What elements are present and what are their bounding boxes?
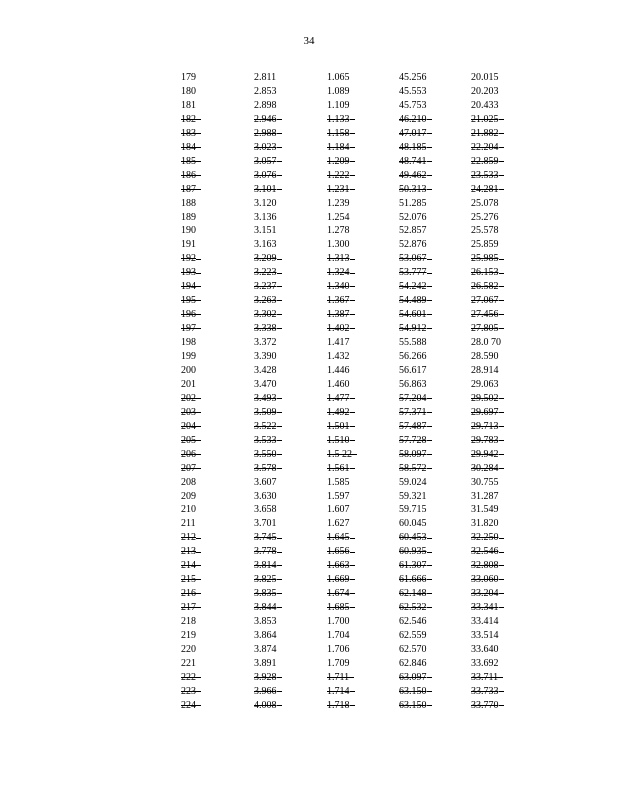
table-cell: 57.728	[399, 435, 432, 447]
table-cell: 30.284	[471, 463, 504, 475]
table-cell: 184	[181, 142, 201, 154]
table-cell: 3.151	[254, 225, 277, 237]
table-cell: 3.470	[254, 378, 277, 390]
table-cell: 59.321	[399, 490, 427, 502]
table-cell: 54.242	[399, 281, 432, 293]
table-cell: 33.692	[471, 657, 499, 669]
table-cell: 45.256	[399, 72, 427, 83]
table-cell: 21.025	[471, 114, 504, 126]
table-cell: 1.714	[327, 686, 355, 698]
table-cell: 211	[181, 518, 196, 530]
table-cell: 219	[181, 630, 196, 641]
table-cell: 1.446	[327, 364, 350, 376]
table-cell: 216	[181, 588, 201, 600]
table-cell: 1.158	[327, 128, 355, 140]
table-cell: 62.570	[399, 643, 427, 655]
table-cell: 1.492	[327, 407, 355, 419]
table-cell: 58.572	[399, 463, 432, 475]
table-cell: 213	[181, 546, 201, 558]
table-cell: 198	[181, 337, 196, 349]
table-cell: 25.578	[471, 225, 499, 237]
table-cell: 3.550	[254, 449, 282, 461]
table-cell: 24.281	[471, 184, 504, 196]
table-cell: 3.874	[254, 643, 277, 655]
table-cell: 191	[181, 239, 196, 251]
table-cell: 62.846	[399, 657, 427, 669]
table-cell: 49.462	[399, 170, 432, 182]
table-cell: 59.715	[399, 504, 427, 516]
table-cell: 1.706	[327, 643, 350, 655]
table-cell: 3.578	[254, 463, 282, 475]
table-cell: 197	[181, 323, 201, 335]
table-cell: 29.942	[471, 449, 504, 461]
table-cell: 190	[181, 225, 196, 237]
table-cell: 185	[181, 156, 201, 168]
table-cell: 30.755	[471, 476, 499, 488]
table-cell: 3.853	[254, 616, 277, 628]
table-cell: 1.477	[327, 393, 355, 405]
table-cell: 3.778	[254, 546, 282, 558]
table-cell: 1.324	[327, 267, 355, 279]
table-cell: 50.313	[399, 184, 432, 196]
table-cell: 1.184	[327, 142, 355, 154]
table-cell: 56.863	[399, 378, 427, 390]
table-cell: 1.704	[327, 630, 350, 641]
table-cell: 32.808	[471, 560, 504, 572]
table-cell: 23.533	[471, 170, 504, 182]
table-cell: 3.076	[254, 170, 282, 182]
table-cell: 53.067	[399, 253, 432, 265]
table-cell: 33.770	[471, 700, 504, 712]
table-cell: 194	[181, 281, 201, 293]
table-cell: 57.204	[399, 393, 432, 405]
table-cell: 28.0 70	[471, 337, 501, 349]
table-cell: 1.718	[327, 700, 355, 712]
table-cell: 1.685	[327, 602, 355, 614]
table-cell: 3.023	[254, 142, 282, 154]
table-cell: 22.859	[471, 156, 504, 168]
table-cell: 58.097	[399, 449, 432, 461]
table-cell: 181	[181, 99, 196, 111]
table-cell: 32.546	[471, 546, 504, 558]
table-cell: 193	[181, 267, 201, 279]
table-cell: 63.150	[399, 686, 432, 698]
table-cell: 25.859	[471, 239, 499, 251]
table-cell: 3.390	[254, 351, 277, 362]
table-cell: 1.669	[327, 574, 355, 586]
table-cell: 3.630	[254, 490, 277, 502]
table-cell: 1.645	[327, 532, 355, 544]
table-cell: 63.097	[399, 672, 432, 684]
table-cell: 47.017	[399, 128, 432, 140]
table-cell: 1.109	[327, 99, 350, 111]
table-cell: 2.811	[254, 72, 277, 83]
table-cell: 48.741	[399, 156, 432, 168]
table-cell: 55.588	[399, 337, 427, 349]
table-cell: 3.428	[254, 364, 277, 376]
table-cell: 209	[181, 490, 196, 502]
table-cell: 204	[181, 421, 201, 433]
table-cell: 52.857	[399, 225, 427, 237]
table-cell: 20.433	[471, 99, 499, 111]
table-cell: 56.617	[399, 364, 427, 376]
table-cell: 1.231	[327, 184, 355, 196]
table-cell: 210	[181, 504, 196, 516]
table-cell: 205	[181, 435, 201, 447]
table-cell: 1.239	[327, 197, 350, 209]
table-cell: 1.367	[327, 295, 355, 307]
table-cell: 1.089	[327, 85, 350, 97]
table-cell: 3.057	[254, 156, 282, 168]
table-cell: 192	[181, 253, 201, 265]
table-cell: 54.489	[399, 295, 432, 307]
table-cell: 33.341	[471, 602, 504, 614]
table-cell: 3.607	[254, 476, 277, 488]
table-cell: 27.067	[471, 295, 504, 307]
table-cell: 29.713	[471, 421, 504, 433]
table-cell: 202	[181, 393, 201, 405]
table-cell: 1.300	[327, 239, 350, 251]
table-cell: 29.697	[471, 407, 504, 419]
table-cell: 59.024	[399, 476, 427, 488]
table-cell: 62.546	[399, 616, 427, 628]
table-cell: 1.417	[327, 337, 350, 349]
table-cell: 32.250	[471, 532, 504, 544]
table-cell: 21.882	[471, 128, 504, 140]
table-cell: 4.008	[254, 700, 282, 712]
table-cell: 1.501	[327, 421, 355, 433]
table-cell: 60.453	[399, 532, 432, 544]
table-cell: 3.237	[254, 281, 282, 293]
table-cell: 25.078	[471, 197, 499, 209]
table-cell: 20.203	[471, 85, 499, 97]
table-cell: 1.5 22	[327, 449, 357, 461]
table-cell: 3.825	[254, 574, 282, 586]
table-cell: 45.753	[399, 99, 427, 111]
table-cell: 53.777	[399, 267, 432, 279]
table-cell: 33.711	[471, 672, 503, 684]
table-cell: 3.835	[254, 588, 282, 600]
table-cell: 220	[181, 643, 196, 655]
table-cell: 1.387	[327, 309, 355, 321]
table-cell: 3.223	[254, 267, 282, 279]
table-cell: 61.666	[399, 574, 432, 586]
table-cell: 223	[181, 686, 201, 698]
table-cell: 3.658	[254, 504, 277, 516]
table-cell: 1.340	[327, 281, 355, 293]
table-cell: 208	[181, 476, 196, 488]
table-cell: 195	[181, 295, 201, 307]
table-cell: 1.656	[327, 546, 355, 558]
table-cell: 60.045	[399, 518, 427, 530]
table-cell: 196	[181, 309, 201, 321]
table-cell: 62.148	[399, 588, 432, 600]
table-cell: 46.210	[399, 114, 432, 126]
table-cell: 31.287	[471, 490, 499, 502]
table-cell: 26.582	[471, 281, 504, 293]
table-cell: 180	[181, 85, 196, 97]
table-cell: 1.607	[327, 504, 350, 516]
table-cell: 26.153	[471, 267, 504, 279]
table-cell: 3.263	[254, 295, 282, 307]
table-cell: 28.590	[471, 351, 499, 362]
table-cell: 52.076	[399, 211, 427, 223]
table-cell: 3.864	[254, 630, 277, 641]
table-cell: 3.493	[254, 393, 282, 405]
table-cell: 200	[181, 364, 196, 376]
table-cell: 224	[181, 700, 201, 712]
table-cell: 199	[181, 351, 196, 362]
table-cell: 1.402	[327, 323, 355, 335]
table-cell: 1.627	[327, 518, 350, 530]
table-cell: 29.502	[471, 393, 504, 405]
table-cell: 31.820	[471, 518, 499, 530]
table-cell: 206	[181, 449, 201, 461]
table-cell: 1.585	[327, 476, 350, 488]
table-cell: 212	[181, 532, 201, 544]
table-cell: 25.276	[471, 211, 499, 223]
table-cell: 221	[181, 657, 196, 669]
table-cell: 3.928	[254, 672, 282, 684]
table-cell: 1.510	[327, 435, 355, 447]
table-cell: 54.601	[399, 309, 432, 321]
table-cell: 2.853	[254, 85, 277, 97]
table-cell: 188	[181, 197, 196, 209]
table-cell: 3.701	[254, 518, 277, 530]
table-cell: 218	[181, 616, 196, 628]
table-cell: 3.522	[254, 421, 282, 433]
table-cell: 29.063	[471, 378, 499, 390]
table-cell: 1.709	[327, 657, 350, 669]
table-cell: 1.663	[327, 560, 355, 572]
table-cell: 1.561	[327, 463, 355, 475]
table-cell: 57.487	[399, 421, 432, 433]
table-cell: 51.285	[399, 197, 427, 209]
table-cell: 33.204	[471, 588, 504, 600]
table-cell: 33.414	[471, 616, 499, 628]
table-cell: 3.844	[254, 602, 282, 614]
table-cell: 187	[181, 184, 201, 196]
table-cell: 1.133	[327, 114, 355, 126]
table-cell: 3.136	[254, 211, 277, 223]
table-cell: 203	[181, 407, 201, 419]
table-cell: 3.891	[254, 657, 277, 669]
table-cell: 1.460	[327, 378, 350, 390]
page-number: 34	[303, 35, 315, 47]
table-cell: 27.456	[471, 309, 504, 321]
table-cell: 33.733	[471, 686, 504, 698]
table-cell: 3.120	[254, 197, 277, 209]
table-cell: 31.549	[471, 504, 499, 516]
table-cell: 1.209	[327, 156, 355, 168]
table-cell: 186	[181, 170, 201, 182]
table-cell: 183	[181, 128, 201, 140]
table-cell: 3.509	[254, 407, 282, 419]
table-cell: 2.946	[254, 114, 282, 126]
table-cell: 62.532	[399, 602, 432, 614]
table-cell: 1.254	[327, 211, 350, 223]
table-cell: 214	[181, 560, 201, 572]
table-cell: 54.912	[399, 323, 432, 335]
table-cell: 29.783	[471, 435, 504, 447]
table-cell: 1.278	[327, 225, 350, 237]
table-cell: 222	[181, 672, 201, 684]
table-cell: 3.209	[254, 253, 282, 265]
table-cell: 1.674	[327, 588, 355, 600]
table-cell: 20.015	[471, 72, 499, 83]
table-cell: 182	[181, 114, 201, 126]
table-cell: 207	[181, 463, 201, 475]
table-cell: 3.338	[254, 323, 282, 335]
table-cell: 33.060	[471, 574, 504, 586]
table-cell: 3.163	[254, 239, 277, 251]
table-cell: 62.559	[399, 630, 427, 641]
table-cell: 189	[181, 211, 196, 223]
table-cell: 1.711	[327, 672, 354, 684]
table-cell: 61.307	[399, 560, 432, 572]
table-cell: 28.914	[471, 364, 499, 376]
table-cell: 1.222	[327, 170, 355, 182]
table-cell: 52.876	[399, 239, 427, 251]
table-cell: 1.065	[327, 72, 350, 83]
table-cell: 215	[181, 574, 201, 586]
table-cell: 56.266	[399, 351, 427, 362]
table-cell: 2.988	[254, 128, 282, 140]
table-cell: 22.204	[471, 142, 504, 154]
table-cell: 25.985	[471, 253, 504, 265]
table-cell: 3.966	[254, 686, 282, 698]
table-cell: 179	[181, 72, 196, 83]
table-cell: 45.553	[399, 85, 427, 97]
table-cell: 3.745	[254, 532, 282, 544]
table-cell: 2.898	[254, 99, 277, 111]
table-cell: 33.640	[471, 643, 499, 655]
table-cell: 1.700	[327, 616, 350, 628]
table-cell: 1.597	[327, 490, 350, 502]
table-cell: 1.313	[327, 253, 355, 265]
table-cell: 3.302	[254, 309, 282, 321]
table-cell: 1.432	[327, 351, 350, 362]
table-cell: 57.371	[399, 407, 432, 419]
table-cell: 201	[181, 378, 196, 390]
table-cell: 3.814	[254, 560, 282, 572]
table-cell: 33.514	[471, 630, 499, 641]
table-cell: 217	[181, 602, 201, 614]
table-cell: 3.101	[254, 184, 282, 196]
table-cell: 63.150	[399, 700, 432, 712]
table-cell: 3.533	[254, 435, 282, 447]
table-cell: 60.935	[399, 546, 432, 558]
table-cell: 27.805	[471, 323, 504, 335]
table-cell: 48.185	[399, 142, 432, 154]
table-cell: 3.372	[254, 337, 277, 349]
